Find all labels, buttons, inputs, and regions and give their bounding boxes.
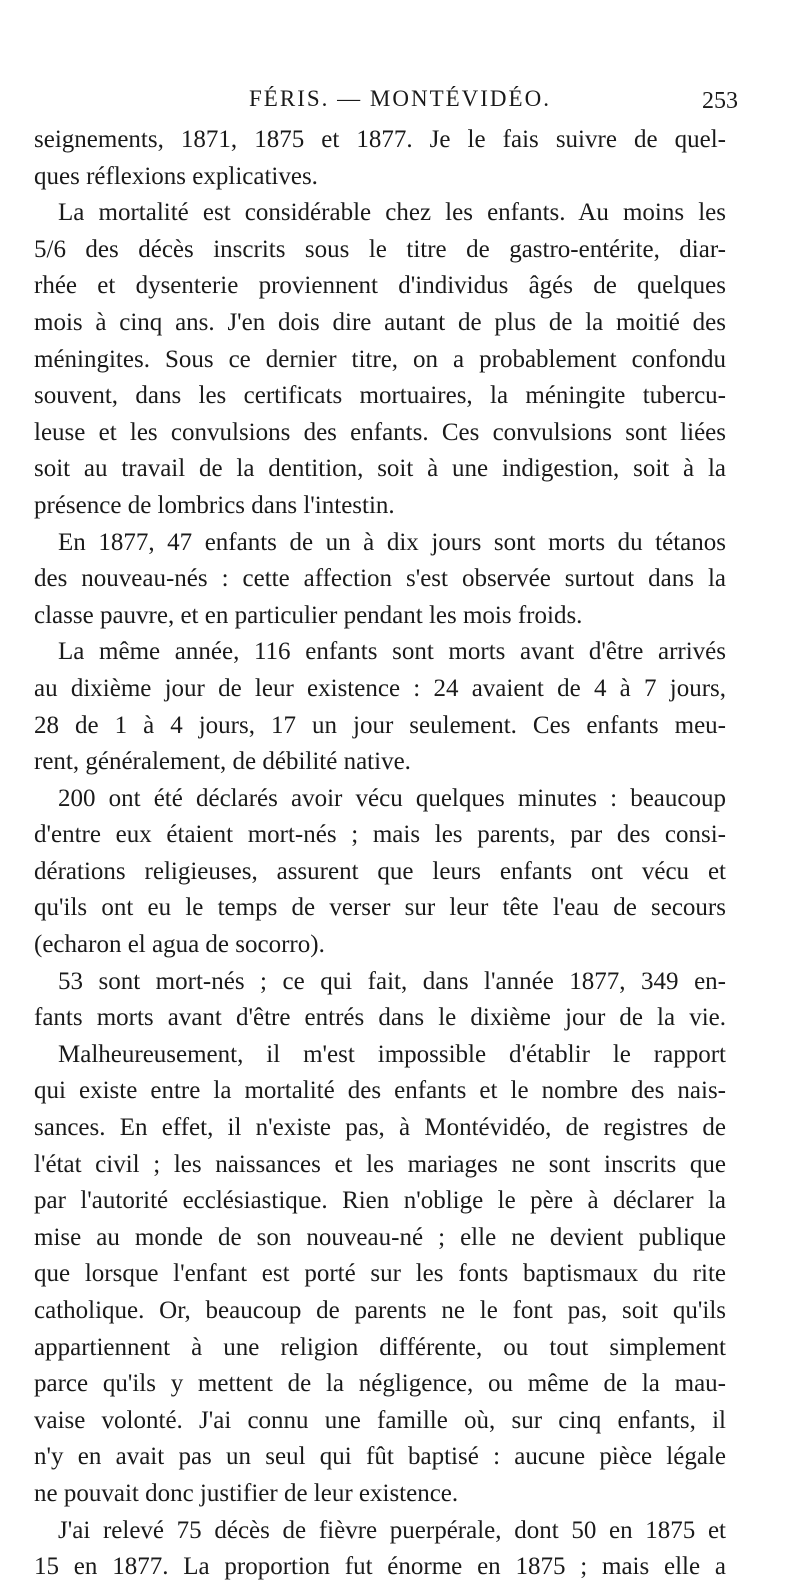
text-line: 5/6 des décès inscrits sous le titre de gastro-entérite, diar- bbox=[34, 235, 726, 263]
text-line: mois à cinq ans. J'en dois dire autant de plus de la moitié des bbox=[34, 308, 726, 336]
text-line: dérations religieuses, assurent que leurs enfants ont vécu et bbox=[34, 857, 726, 885]
text-line: appartiennent à une religion différente, ou tout simplement bbox=[34, 1333, 726, 1361]
text-line: rent, généralement, de débilité native. bbox=[34, 748, 411, 776]
text-line: sances. En effet, il n'existe pas, à Montévidéo, de registres de bbox=[34, 1114, 726, 1142]
text-line: La même année, 116 enfants sont morts avant d'être arrivés bbox=[58, 638, 726, 666]
text-line: des nouveau-nés : cette affection s'est observée surtout dans la bbox=[34, 565, 726, 593]
text-line: soit au travail de la dentition, soit à une indigestion, soit à la bbox=[34, 455, 726, 483]
text-line: 15 en 1877. La proportion fut énorme en 1875 ; mais elle a bbox=[34, 1553, 726, 1581]
text-line: La mortalité est considérable chez les enfants. Au moins les bbox=[58, 199, 726, 227]
text-line: qui existe entre la mortalité des enfants et le nombre des nais- bbox=[34, 1077, 726, 1105]
text-line: catholique. Or, beaucoup de parents ne le font pas, soit qu'ils bbox=[34, 1297, 726, 1324]
text-line: au dixième jour de leur existence : 24 avaient de 4 à 7 jours, bbox=[34, 674, 726, 702]
text-line: 28 de 1 à 4 jours, 17 un jour seulement. Ces enfants meu- bbox=[34, 711, 726, 739]
text-line: parce qu'ils y mettent de la négligence, ou même de la mau- bbox=[34, 1370, 726, 1398]
text-line: 200 ont été déclarés avoir vécu quelques minutes : beaucoup bbox=[58, 784, 726, 812]
text-line: que lorsque l'enfant est porté sur les fonts baptismaux du rite bbox=[34, 1260, 726, 1288]
text-line: ques réflexions explicatives. bbox=[34, 162, 318, 190]
text-line: n'y en avait pas un seul qui fût baptisé : aucune pièce légale bbox=[34, 1443, 726, 1471]
text-line: d'entre eux étaient mort-nés ; mais les parents, par des consi- bbox=[34, 821, 726, 849]
text-line: vaise volonté. J'ai connu une famille où, sur cinq enfants, il bbox=[34, 1406, 726, 1434]
text-line: méningites. Sous ce dernier titre, on a probablement confondu bbox=[34, 345, 726, 373]
text-line: seignements, 1871, 1875 et 1877. Je le fais suivre de quel- bbox=[34, 126, 726, 153]
text-line: En 1877, 47 enfants de un à dix jours sont morts du tétanos bbox=[58, 528, 726, 556]
text-line: Malheureusement, il m'est impossible d'établir le rapport bbox=[58, 1040, 726, 1068]
text-line: rhée et dysenterie proviennent d'individus âgés de quelques bbox=[34, 272, 726, 300]
text-line: classe pauvre, et en particulier pendant les mois froids. bbox=[34, 601, 583, 629]
text-line: 53 sont mort-nés ; ce qui fait, dans l'année 1877, 349 en- bbox=[58, 967, 726, 995]
text-line: présence de lombrics dans l'intestin. bbox=[34, 491, 395, 519]
text-line: qu'ils ont eu le temps de verser sur leur tête l'eau de secours bbox=[34, 894, 726, 922]
page-header bbox=[0, 80, 800, 120]
text-line: fants morts avant d'être entrés dans le dixième jour de la vie. bbox=[34, 1004, 726, 1032]
text-line: par l'autorité ecclésiastique. Rien n'oblige le père à déclarer la bbox=[34, 1187, 726, 1215]
running-title: FÉRIS. — MONTÉVIDÉO. bbox=[249, 86, 551, 111]
text-line: leuse et les convulsions des enfants. Ces convulsions sont liées bbox=[34, 418, 726, 446]
text-line: (echaron el agua de socorro). bbox=[34, 931, 325, 959]
text-line: souvent, dans les certificats mortuaires, la méningite tubercu- bbox=[34, 382, 726, 410]
text-line: ne pouvait donc justifier de leur existence. bbox=[34, 1479, 459, 1507]
text-line: l'état civil ; les naissances et les mariages ne sont inscrits que bbox=[34, 1150, 726, 1178]
text-line: mise au monde de son nouveau-né ; elle ne devient publique bbox=[34, 1223, 726, 1251]
body-text bbox=[34, 122, 726, 1586]
page-number: 253 bbox=[702, 88, 738, 114]
text-line: J'ai relevé 75 décès de fièvre puerpérale, dont 50 en 1875 et bbox=[58, 1516, 726, 1544]
